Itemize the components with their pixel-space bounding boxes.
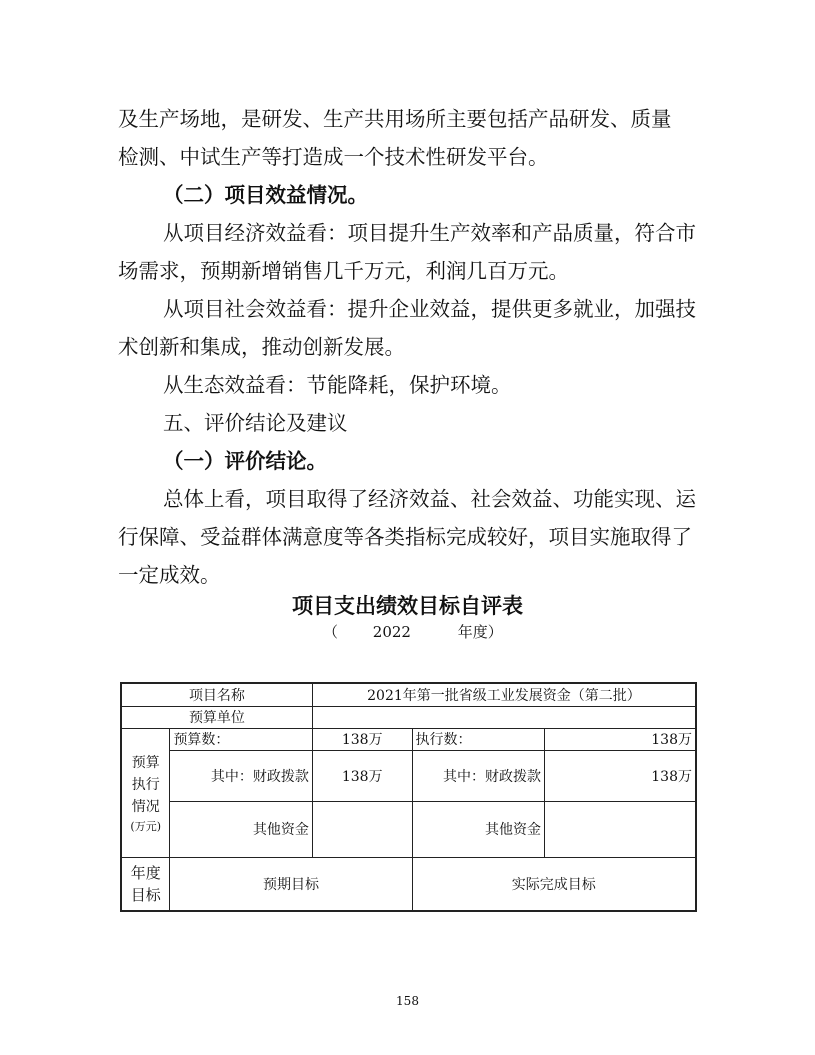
- paragraph-economic: 从项目经济效益看：项目提升生产效率和产品质量，符合市场需求，预期新增销售几千万元，利润几百万元。: [118, 221, 696, 283]
- other-funds-value: [545, 801, 696, 857]
- table-title: 项目支出绩效目标自评表: [292, 594, 523, 618]
- budget-exec-label-cell: [121, 728, 170, 857]
- section-heading: 五、评价结论及建议: [163, 411, 348, 435]
- fiscal-value: 138万: [545, 750, 696, 801]
- exec-amount-value: 138万: [545, 728, 696, 750]
- actual-goal-label: 实际完成目标: [412, 857, 696, 911]
- exec-amount-label: 执行数：: [412, 728, 545, 750]
- section-heading: （二）项目效益情况。: [163, 183, 368, 207]
- budget-unit-label: 预算单位: [121, 706, 312, 728]
- table-row: [121, 801, 696, 857]
- budget-amount-value: 138万: [312, 728, 412, 750]
- table-row: [121, 706, 696, 728]
- annual-goal-label: 年度目标: [130, 863, 161, 904]
- budget-unit-value: [312, 706, 696, 728]
- year-open: （: [323, 623, 339, 641]
- project-name-value: 2021年第一批省级工业发展资金（第二批）: [312, 683, 696, 706]
- paragraph-ecological: 从生态效益看：节能降耗，保护环境。: [163, 373, 512, 397]
- year-value: 2022: [372, 623, 411, 641]
- fiscal-label: 其中：财政拨款: [412, 750, 545, 801]
- table-row: [121, 683, 696, 706]
- fiscal-label: 其中：财政拨款: [170, 750, 312, 801]
- evaluation-table: [120, 682, 697, 912]
- expected-goal-label: 预期目标: [170, 857, 412, 911]
- paragraph-line: 检测、中试生产等打造成一个技术性研发平台。: [118, 145, 549, 169]
- page-number: 158: [396, 994, 419, 1008]
- annual-goal-label-cell: [121, 857, 170, 911]
- subsection-heading: （一）评价结论。: [163, 449, 327, 473]
- fiscal-value: 138万: [312, 750, 412, 801]
- budget-exec-unit: (万元): [130, 819, 162, 833]
- table-row: [121, 728, 696, 750]
- table-row: [121, 857, 696, 911]
- budget-amount-label: 预算数：: [170, 728, 312, 750]
- other-funds-label: 其他资金: [412, 801, 545, 857]
- budget-exec-label: 预算执行情况: [131, 754, 160, 815]
- project-name-label: 项目名称: [121, 683, 312, 706]
- paragraph-social: 从项目社会效益看：提升企业效益，提供更多就业，加强技术创新和集成，推动创新发展。: [118, 297, 696, 359]
- year-line: [323, 621, 503, 642]
- paragraph-line: 及生产场地，是研发、生产共用场所主要包括产品研发、质量: [118, 107, 672, 131]
- other-funds-value: [312, 801, 412, 857]
- other-funds-label: 其他资金: [170, 801, 312, 857]
- table-row: [121, 750, 696, 801]
- year-close: 年度）: [457, 623, 503, 641]
- paragraph-conclusion: 总体上看，项目取得了经济效益、社会效益、功能实现、运行保障、受益群体满意度等各类指标完成较好，项目实施取得了一定成效。: [118, 487, 696, 587]
